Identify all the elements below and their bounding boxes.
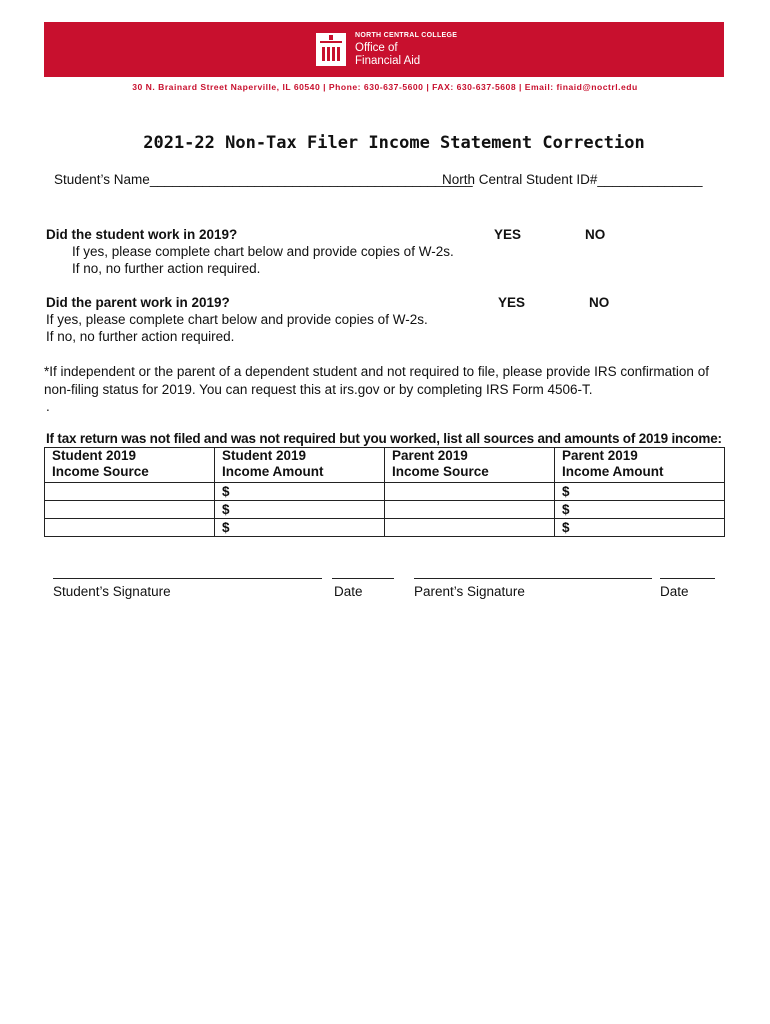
- header-line: Income Source: [392, 464, 489, 479]
- header-student-source: [45, 448, 215, 483]
- student-name-row: [54, 171, 473, 188]
- q1-question: Did the student work in 2019?: [46, 227, 238, 242]
- student-signature-label: Student’s Signature: [53, 584, 171, 599]
- income-table: [44, 447, 725, 537]
- college-name: NORTH CENTRAL COLLEGE: [355, 32, 458, 39]
- q1-no-option[interactable]: NO: [585, 227, 606, 242]
- student-source-cell[interactable]: [45, 501, 215, 519]
- header-line: Income Amount: [562, 464, 664, 479]
- q1-instruction-1: If yes, please complete chart below and provide copies of W-2s.: [72, 244, 454, 259]
- non-filing-note: *If independent or the parent of a dependent student and not required to file, please provide IRS confirmation of non-filing status for 2019. You can request this at irs.gov or by completing IRS Form 4506-T.: [44, 364, 709, 397]
- q1-yes-option[interactable]: YES: [494, 227, 522, 242]
- table-header-row: [45, 448, 725, 483]
- student-id-field[interactable]: ______________: [597, 172, 703, 187]
- student-amount-cell[interactable]: $: [215, 501, 385, 519]
- header-line: Student 2019: [222, 448, 307, 463]
- parent-signature-label: Parent’s Signature: [414, 584, 525, 599]
- q2-yes-option[interactable]: YES: [498, 295, 526, 310]
- contact-info: 30 N. Brainard Street Naperville, IL 60540 | Phone: 630-637-5600 | FAX: 630-637-5608 | Email: finaid@noctrl.edu: [132, 82, 638, 92]
- parent-signature-line[interactable]: [414, 578, 652, 579]
- student-date-line[interactable]: [332, 578, 394, 579]
- student-date-label: Date: [334, 584, 363, 599]
- parent-date-line[interactable]: [660, 578, 715, 579]
- student-amount-cell[interactable]: $: [215, 483, 385, 501]
- header-line: Student 2019: [52, 448, 137, 463]
- student-source-cell[interactable]: [45, 519, 215, 537]
- college-logo-icon: [316, 33, 346, 66]
- page-title: 2021-22 Non-Tax Filer Income Statement Correction: [143, 133, 645, 153]
- q1-instruction-2: If no, no further action required.: [72, 261, 261, 276]
- header-line: Parent 2019: [562, 448, 638, 463]
- table-intro: If tax return was not filed and was not required but you worked, list all sources and amounts of 2019 income:: [46, 431, 722, 446]
- header-line: Income Source: [52, 464, 149, 479]
- student-source-cell[interactable]: [45, 483, 215, 501]
- parent-amount-cell[interactable]: $: [555, 519, 725, 537]
- parent-amount-cell[interactable]: $: [555, 501, 725, 519]
- office-name-line2: Financial Aid: [355, 55, 421, 67]
- student-id-row: [442, 171, 702, 188]
- parent-source-cell[interactable]: [385, 519, 555, 537]
- student-signature-line[interactable]: [53, 578, 322, 579]
- q2-question: Did the parent work in 2019?: [46, 295, 230, 310]
- office-name-line1: Office of: [355, 42, 398, 54]
- table-row: [45, 501, 725, 519]
- parent-date-label: Date: [660, 584, 689, 599]
- table-row: [45, 519, 725, 537]
- header-student-amount: [215, 448, 385, 483]
- parent-amount-cell[interactable]: $: [555, 483, 725, 501]
- student-amount-cell[interactable]: $: [215, 519, 385, 537]
- student-name-label: Student’s Name: [54, 172, 150, 187]
- q2-no-option[interactable]: NO: [589, 295, 610, 310]
- q2-instruction-1: If yes, please complete chart below and provide copies of W-2s.: [46, 312, 428, 327]
- header-parent-amount: [555, 448, 725, 483]
- note-dot: .: [46, 399, 50, 414]
- parent-source-cell[interactable]: [385, 483, 555, 501]
- office-name: [355, 42, 420, 68]
- q2-instruction-2: If no, no further action required.: [46, 329, 235, 344]
- header-parent-source: [385, 448, 555, 483]
- header-line: Parent 2019: [392, 448, 468, 463]
- student-id-label: North Central Student ID#: [442, 172, 598, 187]
- table-row: [45, 483, 725, 501]
- student-name-field[interactable]: ___________________________________________: [149, 172, 473, 187]
- parent-source-cell[interactable]: [385, 501, 555, 519]
- header-line: Income Amount: [222, 464, 324, 479]
